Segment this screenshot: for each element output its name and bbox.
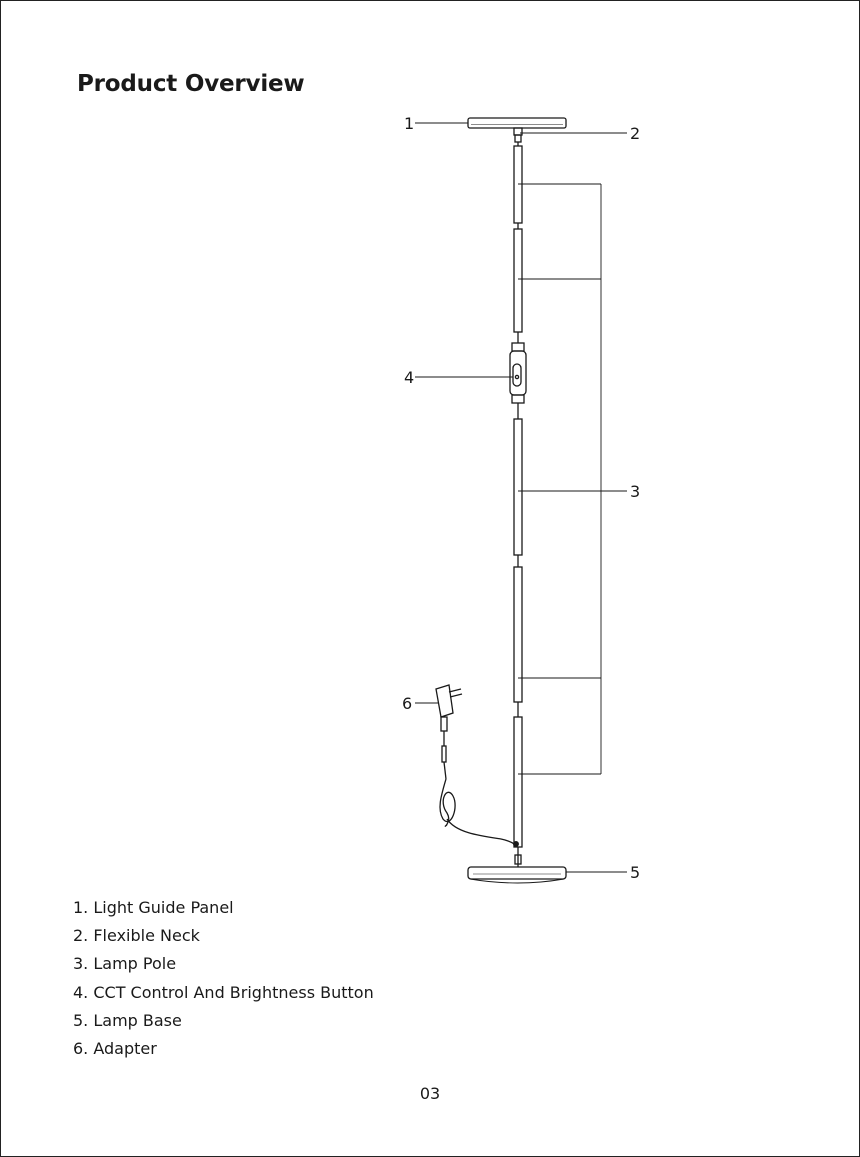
callout-6: 6 xyxy=(402,694,413,713)
light-guide-panel xyxy=(468,118,566,128)
parts-list xyxy=(73,894,374,1063)
callout-2: 2 xyxy=(630,124,641,143)
callout-3: 3 xyxy=(630,482,641,501)
callout-leaders xyxy=(415,123,627,872)
lamp-base xyxy=(468,867,566,883)
page-number: 03 xyxy=(419,1084,441,1103)
parts-list-item: 2. Flexible Neck xyxy=(73,926,200,946)
flexible-neck xyxy=(514,128,522,146)
callout-5: 5 xyxy=(630,863,641,882)
parts-list-item: 4. CCT Control And Brightness Button xyxy=(73,982,374,1002)
lamp-pole xyxy=(514,146,522,867)
parts-list-item: 1. Light Guide Panel xyxy=(73,898,234,917)
parts-list-item: 3. Lamp Pole xyxy=(73,954,177,974)
callout-1: 1 xyxy=(404,114,415,133)
parts-list-item: 5. Lamp Base xyxy=(73,1010,182,1030)
callout-4: 4 xyxy=(404,368,415,387)
parts-list-item: 6. Adapter xyxy=(73,1039,157,1059)
control-button-housing xyxy=(510,343,526,403)
page-title: Product Overview xyxy=(77,71,305,97)
power-adapter xyxy=(436,685,518,846)
